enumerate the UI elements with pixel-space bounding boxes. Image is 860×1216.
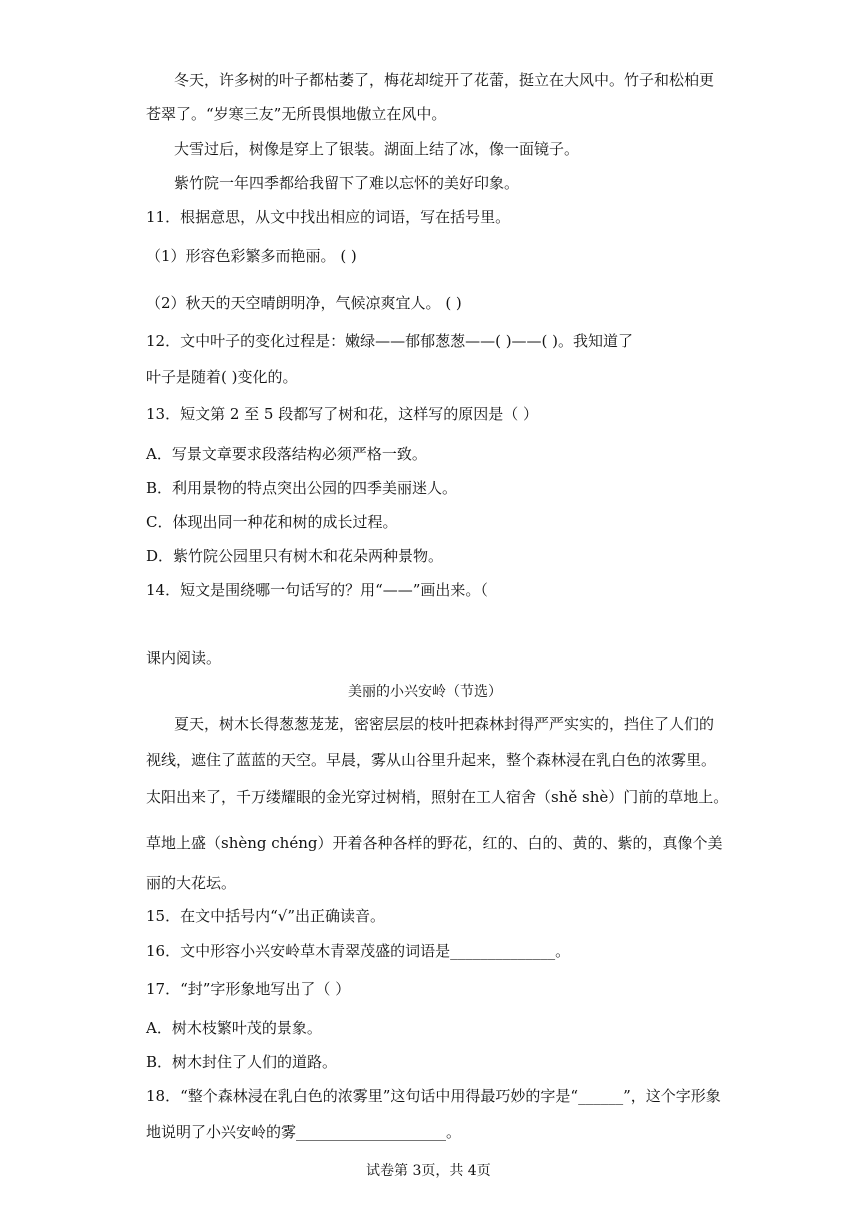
question-13-option-b: B．利用景物的特点突出公园的四季美丽迷人。	[146, 479, 458, 497]
question-11-2: （2）秋天的天空晴朗明净，气候凉爽宜人。 ( )	[146, 294, 462, 312]
question-13-option-a: A．写景文章要求段落结构必须严格一致。	[146, 445, 427, 463]
passage-line-1: 夏天，树木长得葱葱茏茏，密密层层的枝叶把森林封得严严实实的，挡住了人们的	[174, 715, 715, 733]
paragraph-winter-line-1: 冬天，许多树的叶子都枯萎了，梅花却绽开了花蕾，挺立在大风中。竹子和松柏更	[174, 71, 715, 89]
question-17: 17．“封”字形象地写出了（ ）	[146, 980, 351, 998]
passage-line-2: 视线，遮住了蓝蓝的天空。早晨，雾从山谷里升起来，整个森林浸在乳白色的浓雾里。	[146, 751, 717, 769]
question-18-line-2: 地说明了小兴安岭的雾____________________。	[146, 1123, 462, 1141]
passage-line-4: 草地上盛（shèng chéng）开着各种各样的野花，红的、白的、黄的、紫的，真像个美	[146, 834, 723, 852]
question-14: 14．短文是围绕哪一句话写的？用“——”画出来。（	[146, 581, 488, 599]
question-12-line-2: 叶子是随着( )变化的。	[146, 368, 298, 386]
paragraph-snow: 大雪过后，树像是穿上了银装。湖面上结了冰，像一面镜子。	[174, 140, 580, 158]
passage-line-3: 太阳出来了，千万缕耀眼的金光穿过树梢，照射在工人宿舍（shě shè）门前的草地上。	[146, 788, 729, 806]
question-13-option-c: C．体现出同一种花和树的成长过程。	[146, 513, 398, 531]
paragraph-conclusion: 紫竹院一年四季都给我留下了难以忘怀的美好印象。	[174, 174, 520, 192]
question-17-option-b: B．树木封住了人们的道路。	[146, 1053, 338, 1071]
section-heading: 课内阅读。	[146, 649, 222, 667]
question-16: 16．文中形容小兴安岭草木青翠茂盛的词语是______________。	[146, 942, 571, 960]
question-12-line-1: 12．文中叶子的变化过程是：嫩绿——郁郁葱葱——( )——( )。我知道了	[146, 332, 634, 350]
paragraph-winter-line-2: 苍翠了。“岁寒三友”无所畏惧地傲立在风中。	[146, 105, 447, 123]
question-17-option-a: A．树木枝繁叶茂的景象。	[146, 1019, 322, 1037]
passage-title: 美丽的小兴安岭（节选）	[348, 684, 502, 700]
page-number-footer: 试卷第 3页，共 4页	[366, 1163, 491, 1179]
question-11-1: （1）形容色彩繁多而艳丽。 ( )	[146, 247, 357, 265]
question-15: 15．在文中括号内“√”出正确读音。	[146, 907, 385, 925]
question-13: 13．短文第 2 至 5 段都写了树和花，这样写的原因是（ ）	[146, 405, 539, 423]
question-11: 11．根据意思，从文中找出相应的词语，写在括号里。	[146, 208, 511, 226]
question-13-option-d: D．紫竹院公园里只有树木和花朵两种景物。	[146, 547, 444, 565]
passage-line-5: 丽的大花坛。	[146, 874, 237, 892]
question-18-line-1: 18．“整个森林浸在乳白色的浓雾里”这句话中用得最巧妙的字是“______”，这个字形象	[146, 1087, 721, 1105]
